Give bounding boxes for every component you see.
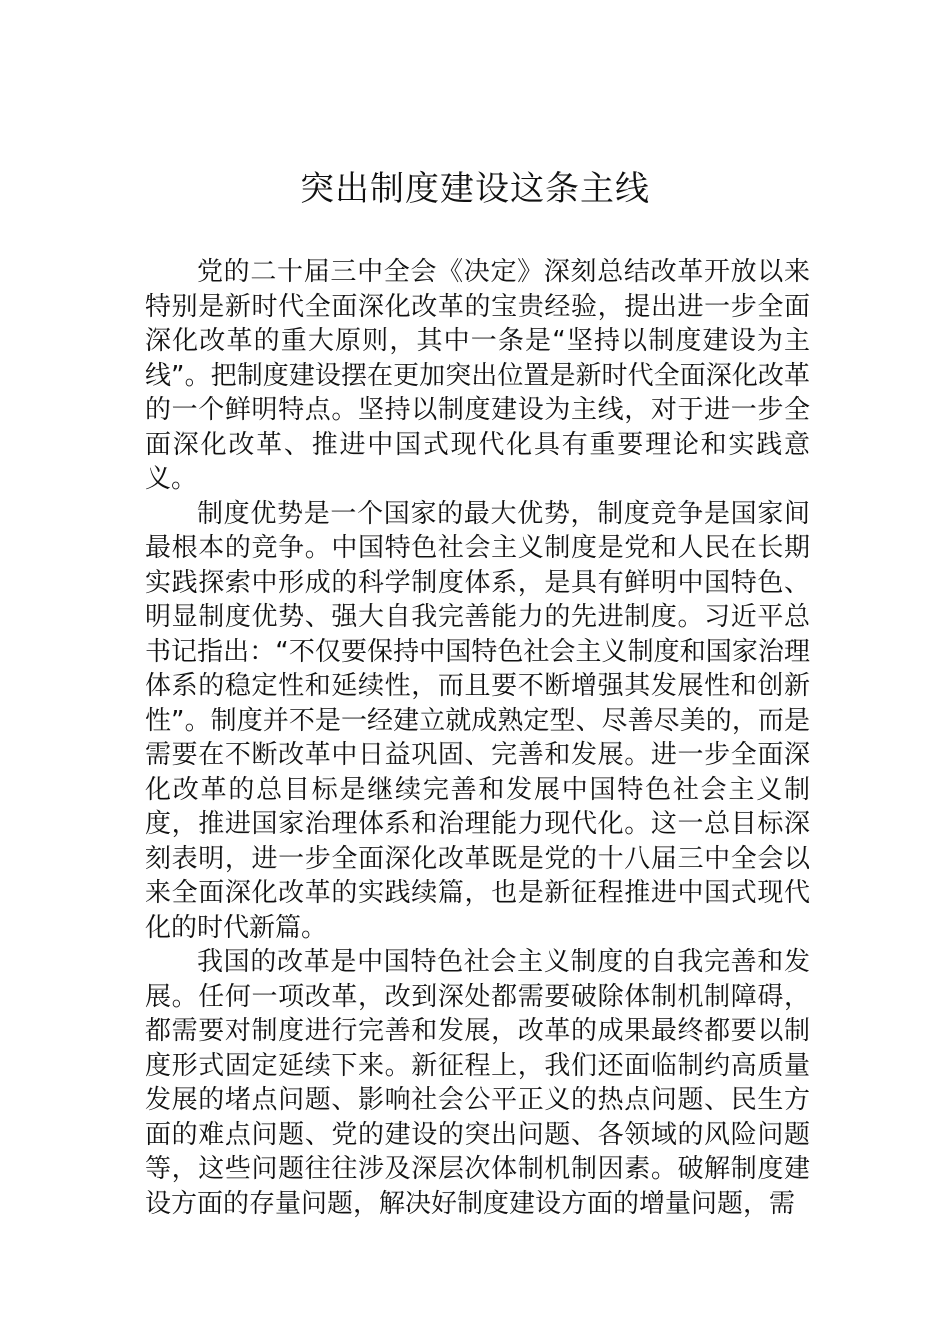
paragraph-1: 党的二十届三中全会《决定》深刻总结改革开放以来特别是新时代全面深化改革的宝贵经验，提出进一步全面深化改革的重大原则，其中一条是“坚持以制度建设为主线”。把制度建设摆在更加突出位置是新时代全面深化改革的一个鲜明特点。坚持以制度建设为主线，对于进一步全面深化改革、推进中国式现代化具有重要理论和实践意义。 bbox=[145, 257, 810, 494]
paragraph-2: 制度优势是一个国家的最大优势，制度竞争是国家间最根本的竞争。中国特色社会主义制度是党和人民在长期实践探索中形成的科学制度体系，是具有鲜明中国特色、明显制度优势、强大自我完善能力的先进制度。习近平总书记指出：“不仅要保持中国特色社会主义制度和国家治理体系的稳定性和延续性，而且要不断增强其发展性和创新性”。制度并不是一经建立就成熟定型、尽善尽美的，而是需要在不断改革中日益巩固、完善和发展。进一步全面深化改革的总目标是继续完善和发展中国特色社会主义制度，推进国家治理体系和治理能力现代化。这一总目标深刻表明，进一步全面深化改革既是党的十八届三中全会以来全面深化改革的实践续篇，也是新征程推进中国式现代化的时代新篇。 bbox=[145, 498, 810, 943]
paragraph-3: 我国的改革是中国特色社会主义制度的自我完善和发展。任何一项改革，改到深处都需要破除体制机制障碍，都需要对制度进行完善和发展，改革的成果最终都要以制度形式固定延续下来。新征程上，我们还面临制约高质量发展的堵点问题、影响社会公平正义的热点问题、民生方面的难点问题、党的建设的突出问题、各领域的风险问题等，这些问题往往涉及深层次体制机制因素。破解制度建设方面的存量问题，解决好制度建设方面的增量问题，需 bbox=[145, 947, 810, 1219]
document-title: 突出制度建设这条主线 bbox=[300, 169, 650, 209]
document-body bbox=[145, 255, 810, 1221]
